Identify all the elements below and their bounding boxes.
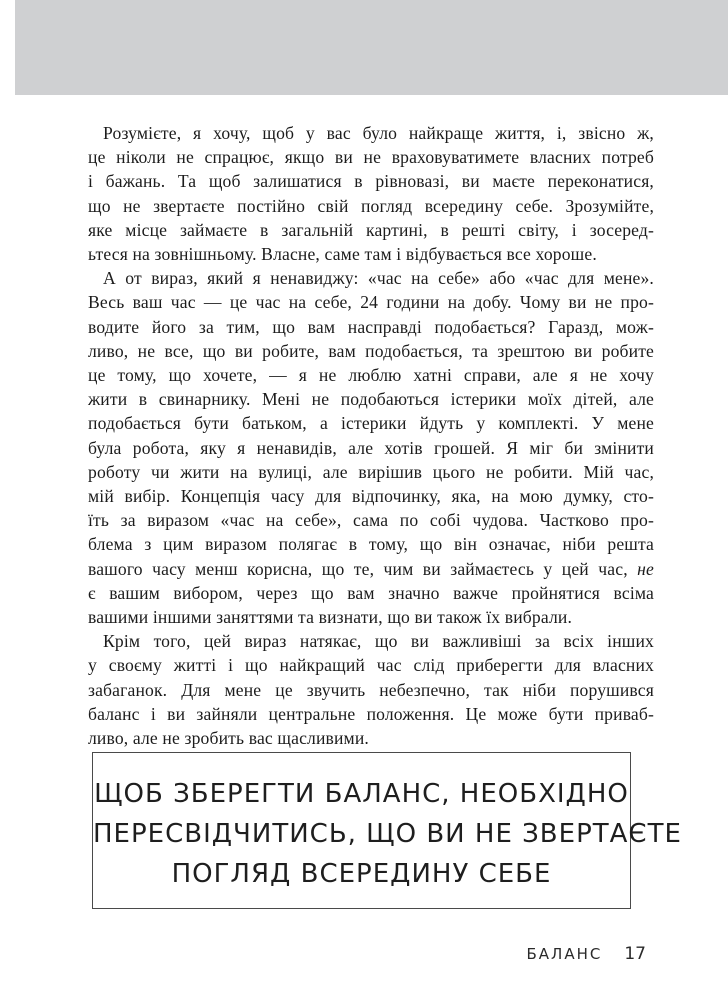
text-fragment: вашого часу менш корисна, що те, чим ви займаєтесь у цей час, xyxy=(88,558,638,579)
pull-quote-line: ПЕРЕСВІДЧИТИСЬ, ЩО ВИ НЕ ЗВЕРТАЄТЕ xyxy=(93,819,682,849)
text-line: подобається бути батьком, а істерики йдуть у комплекті. У мене xyxy=(88,413,654,434)
text-line: у своєму житті і що найкращий час слід приберегти для власних xyxy=(88,655,654,676)
text-line: А от вираз, який я ненавиджу: «час на себе» або «час для мене». xyxy=(103,268,654,289)
italic-word: не xyxy=(637,558,654,579)
text-line: це тому, що хочете, — я не люблю хатні справи, але я не хочу xyxy=(88,365,654,386)
page-number: 17 xyxy=(624,944,646,964)
text-line: це ніколи не спрацює, якщо ви не враховуватимете власних потреб xyxy=(88,147,654,168)
text-line: Крім того, цей вираз натякає, що ви важливіші за всіх інших xyxy=(103,631,654,652)
text-line: забаганок. Для мене це звучить небезпечно, так ніби порушився xyxy=(88,679,654,700)
text-line: водите його за тим, що вам насправді подобається? Гаразд, мож- xyxy=(88,316,654,337)
paragraph-2 xyxy=(88,266,654,629)
text-line: що не звертаєте постійно свій погляд всередину себе. Зрозумійте, xyxy=(88,195,654,216)
text-line: вашими іншими заняттями та визнати, що ви також їх вибрали. xyxy=(88,607,573,628)
text-line: Розумієте, я хочу, щоб у вас було найкраще життя, і, звісно ж, xyxy=(103,123,654,143)
pull-quote-box xyxy=(92,752,682,909)
text-line: мій вибір. Концепція часу для відпочинку, яка, на мою думку, сто- xyxy=(88,486,654,507)
paragraph-3 xyxy=(88,629,654,750)
text-line: жити в свинарнику. Мені не подобаються істерики моїх дітей, але xyxy=(88,389,654,410)
page-footer xyxy=(527,944,647,964)
header-band xyxy=(15,0,728,95)
text-line: блема з цим виразом полягає в тому, що він означає, ніби решта xyxy=(88,534,654,555)
paragraph-1 xyxy=(88,121,654,266)
text-line: була робота, яку я ненавидів, але хотів грошей. Я міг би змінити xyxy=(88,437,654,458)
text-line-with-italic xyxy=(88,557,654,581)
text-line: ьтеся на зовнішньому. Власне, саме там і відбувається все хороше. xyxy=(88,244,597,265)
text-fragment: вашим вибором, через що вам значно важче пройнятися всіма xyxy=(109,582,654,603)
text-line: яке місце займаєте в загальній картині, в решті світу, і зосеред- xyxy=(88,219,654,240)
text-line: ливо, не все, що ви робите, вам подобається, та зрештою ви робите xyxy=(88,340,654,361)
text-line: баланс і ви зайняли центральне положення. Це може бути приваб- xyxy=(88,703,654,724)
text-line: ливо, але не зробить вас щасливими. xyxy=(88,728,369,749)
section-name: БАЛАНС xyxy=(526,945,603,963)
text-line: роботу чи жити на вулиці, але вирішив цього не робити. Мій час, xyxy=(88,461,654,482)
text-fragment: є xyxy=(88,582,110,603)
body-text xyxy=(88,121,654,750)
text-line: і бажань. Та щоб залишатися в рівновазі, ви маєте переконатися, xyxy=(88,171,654,192)
pull-quote-line: ЩОБ ЗБЕРЕГТИ БАЛАНС, НЕОБХІДНО xyxy=(94,779,629,809)
pull-quote-line: ПОГЛЯД ВСЕРЕДИНУ СЕБЕ xyxy=(171,859,552,889)
text-line xyxy=(88,581,654,605)
text-line: Весь ваш час — це час на себе, 24 години на добу. Чому ви не про- xyxy=(88,292,654,313)
text-line: їть за виразом «час на себе», сама по собі чудова. Частково про- xyxy=(88,510,654,531)
